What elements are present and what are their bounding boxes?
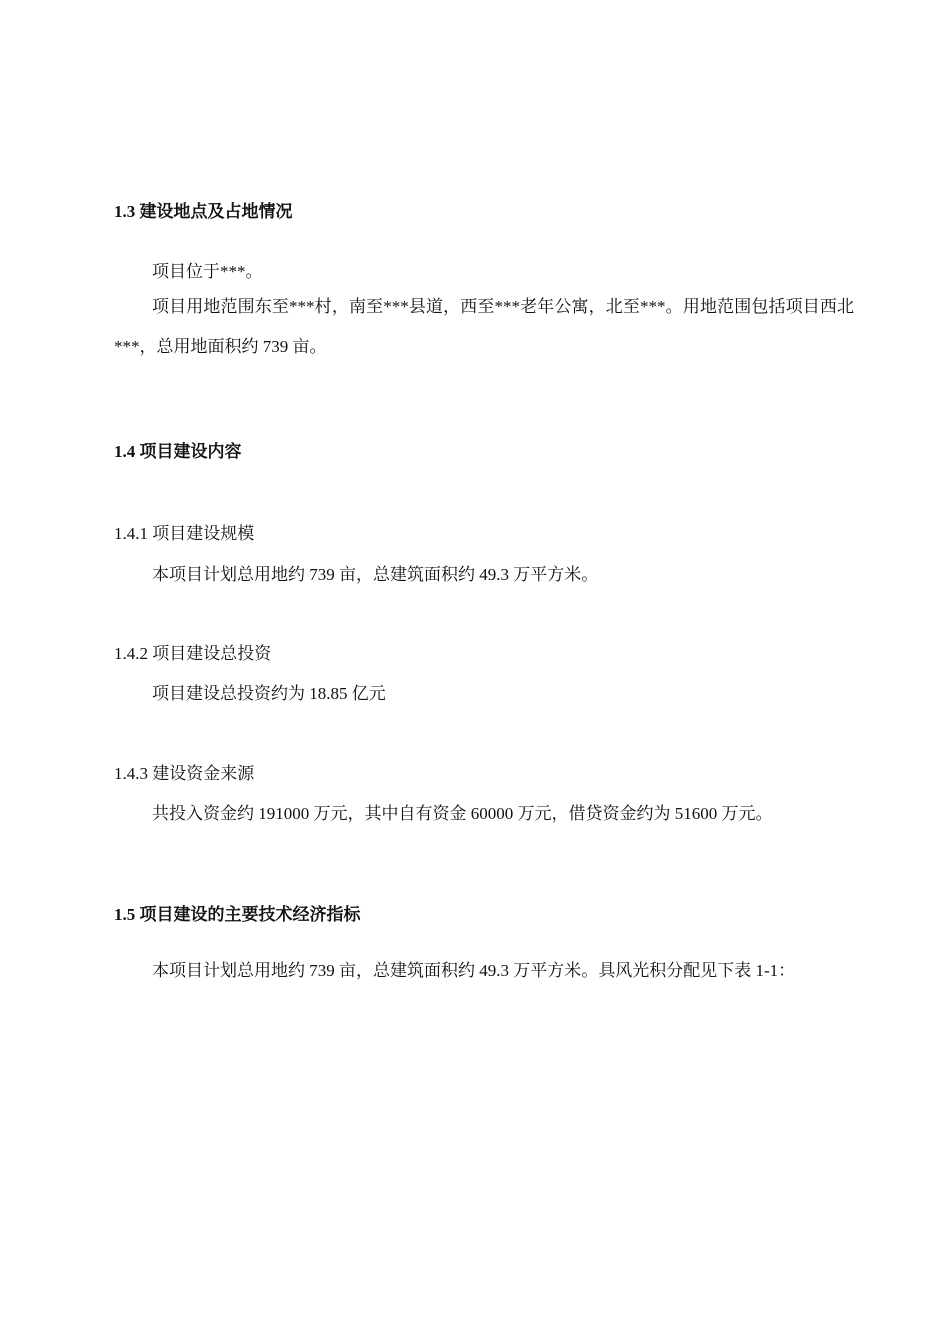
paragraph-location: 项目位于***。 [152,262,263,281]
subsection-heading-1-4-1: 1.4.1 项目建设规模 [114,524,255,543]
paragraph-indicators: 本项目计划总用地约 739 亩，总建筑面积约 49.3 万平方米。具风光积分配见下表 1-1： [152,961,796,980]
paragraph-scale: 本项目计划总用地约 739 亩，总建筑面积约 49.3 万平方米。 [152,565,599,584]
subsection-heading-1-4-2: 1.4.2 项目建设总投资 [114,644,272,663]
paragraph-investment: 项目建设总投资约为 18.85 亿元 [152,684,386,703]
section-heading-1-5: 1.5 项目建设的主要技术经济指标 [114,905,361,924]
paragraph-funding: 共投入资金约 191000 万元，其中自有资金 60000 万元，借贷资金约为 51600 万元。 [152,804,773,823]
paragraph-land-range: 项目用地范围东至***村，南至***县道，西至***老年公寓，北至***。用地范围包括项目西北***，总用地面积约 739 亩。 [114,297,854,356]
subsection-heading-1-4-3: 1.4.3 建设资金来源 [114,764,255,783]
section-heading-1-3: 1.3 建设地点及占地情况 [114,202,293,221]
section-heading-1-4: 1.4 项目建设内容 [114,442,242,461]
